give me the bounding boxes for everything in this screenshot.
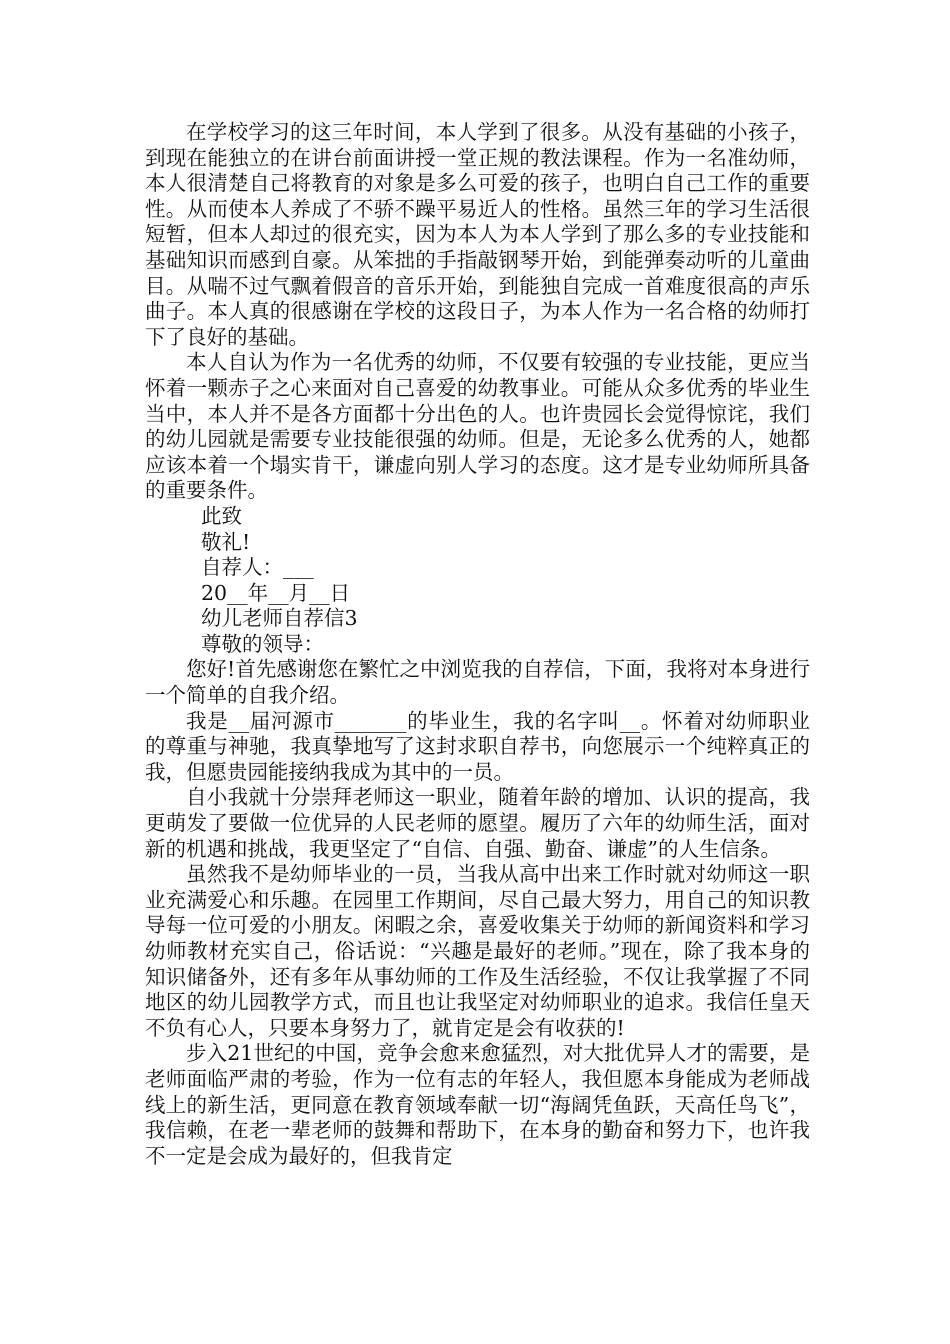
document-page (145, 120, 810, 1169)
salutation-line: 尊敬的领导： (201, 631, 324, 656)
signer-line: 自荐人：___ (201, 555, 314, 580)
closing-line-2: 敬礼! (201, 529, 251, 554)
letter-title: 幼儿老师自荐信3 (201, 606, 358, 631)
closing-line-1: 此致 (201, 503, 242, 528)
paragraph-greeting: 您好!首先感谢您在繁忙之中浏览我的自荐信，下面，我将对本身进行一个简单的自我介绍。 (145, 657, 810, 708)
paragraph-excellent-teacher: 本人自认为作为一名优秀的幼师，不仅要有较强的专业技能，更应当怀着一颗赤子之心来面对自己喜爱的幼教事业。可能从众多优秀的毕业生当中，本人并不是各方面都十分出色的人。也许贵园长会觉得惊诧，我们的幼儿园就是需要专业技能很强的幼师。但是，无论多么优秀的人，她都应该本着一个塌实肯干，谦虚向别人学习的态度。这才是专业幼师所具备的重要条件。 (145, 350, 810, 503)
paragraph-21st-century: 步入21世纪的中国，竞争会愈来愈猛烈，对大批优异人才的需要，是老师面临严肃的考验，作为一位有志的年轻人，我但愿本身能成为老师战线上的新生活，更同意在教育领域奉献一切“海阔凭鱼跃，天高任鸟飞”，我信赖，在老一辈老师的鼓舞和帮助下，在本身的勤奋和努力下，也许我不一定是会成为最好的，但我肯定 (145, 1041, 810, 1168)
paragraph-admiration: 自小我就十分崇拜老师这一职业，随着年龄的增加、认识的提高，我更萌发了要做一位优异的人民老师的愿望。履历了六年的幼师生活，面对新的机遇和挑战，我更坚定了“自信、自强、勤奋、谦虚”的人生信条。 (145, 785, 810, 861)
paragraph-school-study: 在学校学习的这三年时间，本人学到了很多。从没有基础的小孩子，到现在能独立的在讲台前面讲授一堂正规的教法课程。作为一名准幼师，本人很清楚自己将教育的对象是多么可爱的孩子，也明白自己工作的重要性。从而使本人养成了不骄不躁平易近人的性格。虽然三年的学习生活很短暂，但本人却过的很充实，因为本人为本人学到了那么多的专业技能和基础知识而感到自豪。从笨拙的手指敲钢琴开始，到能弹奏动听的儿童曲目。从喘不过气飘着假音的音乐开始，到能独自完成一首难度很高的声乐曲子。本人真的很感谢在学校的这段日子，为本人作为一名合格的幼师打下了良好的基础。 (145, 120, 810, 349)
date-line: 20__年__月__日 (201, 580, 351, 605)
paragraph-experience: 虽然我不是幼师毕业的一员，当我从高中出来工作时就对幼师这一职业充满爱心和乐趣。在园里工作期间，尽自己最大努力，用自己的知识教导每一位可爱的小朋友。闲暇之余，喜爱收集关于幼师的新闻资料和学习幼师教材充实自己，俗话说：“兴趣是最好的老师。”现在，除了我本身的知识储备外，还有多年从事幼师的工作及生活经验，不仅让我掌握了不同地区的幼儿园教学方式，而且也让我坚定对幼师职业的追求。我信任皇天不负有心人，只要本身努力了，就肯定是会有收获的! (145, 862, 810, 1040)
paragraph-introduction: 我是__届河源市_______的毕业生，我的名字叫__。怀着对幼师职业的尊重与神驰，我真挚地写了这封求职自荐书，向您展示一个纯粹真正的我，但愿贵园能接纳我成为其中的一员。 (145, 708, 810, 784)
